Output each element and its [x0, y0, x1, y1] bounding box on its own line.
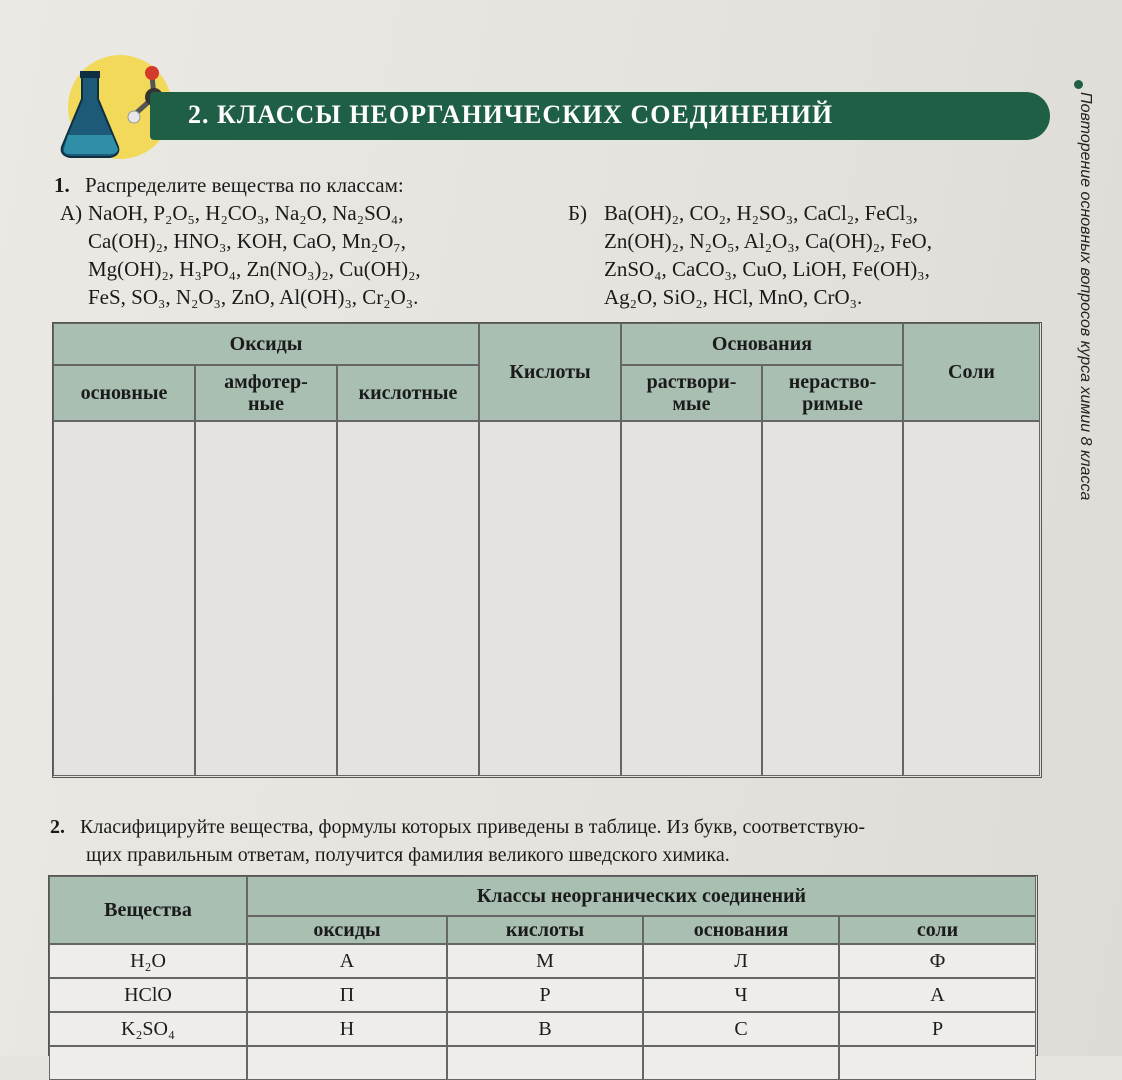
group-a-line-4: FeS, SO₃, N₂O₃, ZnO, Al(OH)₃, Cr₂O₃. [88, 285, 419, 309]
header-soluble: раствори- мые [621, 365, 762, 421]
letter-cell[interactable]: М [447, 944, 643, 978]
header-classes: Классы неорганических соединений [247, 876, 1036, 916]
header-acids: Кислоты [479, 323, 621, 421]
group-b-line-2: Zn(OH)₂, N₂O₅, Al₂O₃, Ca(OH)₂, FeO, [604, 229, 932, 253]
task2-number: 2. [50, 816, 65, 838]
substance-cell-partial [49, 1046, 247, 1080]
letter-cell[interactable]: Ф [839, 944, 1036, 978]
substance-cell: H₂O [49, 944, 247, 978]
substance-cell: K₂SO₄ [49, 1012, 247, 1046]
header-col-oxides: оксиды [247, 916, 447, 944]
letter-cell[interactable]: Н [247, 1012, 447, 1046]
classification-table [52, 322, 1042, 778]
answer-cell-basic[interactable] [53, 421, 195, 776]
letter-cell[interactable]: А [247, 944, 447, 978]
task1-number: 1. [54, 173, 70, 197]
answer-cell-acidic[interactable] [337, 421, 479, 776]
letter-cell[interactable]: П [247, 978, 447, 1012]
answer-cell-salts[interactable] [903, 421, 1040, 776]
letter-cell[interactable]: А [839, 978, 1036, 1012]
side-running-title: Повторение основных вопросов курса химии 8 класса [1077, 92, 1094, 501]
section-title: 2. КЛАССЫ НЕОРГАНИЧЕСКИХ СОЕДИНЕНИЙ [188, 100, 834, 129]
header-insoluble: нераство- римые [762, 365, 903, 421]
letter-cell-partial [643, 1046, 839, 1080]
letter-cell-partial [839, 1046, 1036, 1080]
header-col-bases: основания [643, 916, 839, 944]
group-b-label: Б) [568, 201, 588, 225]
letter-cell[interactable]: Ч [643, 978, 839, 1012]
header-oxides: Оксиды [53, 323, 479, 365]
header-basic: основные [53, 365, 195, 421]
group-a-line-1: NaOH, P₂O₅, H₂CO₃, Na₂O, Na₂SO₄, [88, 201, 404, 225]
letter-cell-partial [447, 1046, 643, 1080]
group-a-label: А) [60, 201, 83, 225]
answer-cell-amphoteric[interactable] [195, 421, 337, 776]
header-salts: Соли [903, 323, 1040, 421]
group-a-line-2: Ca(OH)₂, HNO₃, KOH, CaO, Mn₂O₇, [88, 229, 407, 253]
letter-cell[interactable]: С [643, 1012, 839, 1046]
task2-text-2: щих правильным ответам, получится фамилия великого шведского химика. [86, 844, 730, 866]
header-amphoteric: амфотер- ные [195, 365, 337, 421]
header-col-acids: кислоты [447, 916, 643, 944]
group-b-line-1: Ba(OH)₂, CO₂, H₂SO₃, CaCl₂, FeCl₃, [604, 201, 919, 225]
letter-cell[interactable]: Р [447, 978, 643, 1012]
group-a-line-3: Mg(OH)₂, H₃PO₄, Zn(NO₃)₂, Cu(OH)₂, [88, 257, 421, 281]
group-b-line-3: ZnSO₄, CaCO₃, CuO, LiOH, Fe(OH)₃, [604, 257, 930, 281]
letter-cell[interactable]: В [447, 1012, 643, 1046]
answer-cell-soluble[interactable] [621, 421, 762, 776]
group-b-line-4: Ag₂O, SiO₂, HCl, MnO, CrO₃. [604, 285, 863, 309]
header-acidic: кислотные [337, 365, 479, 421]
task2-text-1: Класифицируйте вещества, формулы которых приведены в таблице. Из букв, соответствую- [80, 816, 865, 838]
header-substances: Вещества [49, 876, 247, 944]
header-col-salts: соли [839, 916, 1036, 944]
task2-line-1 [50, 814, 865, 840]
letter-cell[interactable]: Л [643, 944, 839, 978]
answer-cell-acids[interactable] [479, 421, 621, 776]
quiz-table [48, 875, 1038, 1056]
letter-cell[interactable]: Р [839, 1012, 1036, 1046]
task1-prompt: Распределите вещества по классам: [85, 173, 404, 197]
side-bullet-icon [1074, 80, 1083, 89]
header-bases: Основания [621, 323, 903, 365]
answer-cell-insoluble[interactable] [762, 421, 903, 776]
task1-heading [54, 172, 404, 198]
letter-cell-partial [247, 1046, 447, 1080]
substance-cell: HClO [49, 978, 247, 1012]
